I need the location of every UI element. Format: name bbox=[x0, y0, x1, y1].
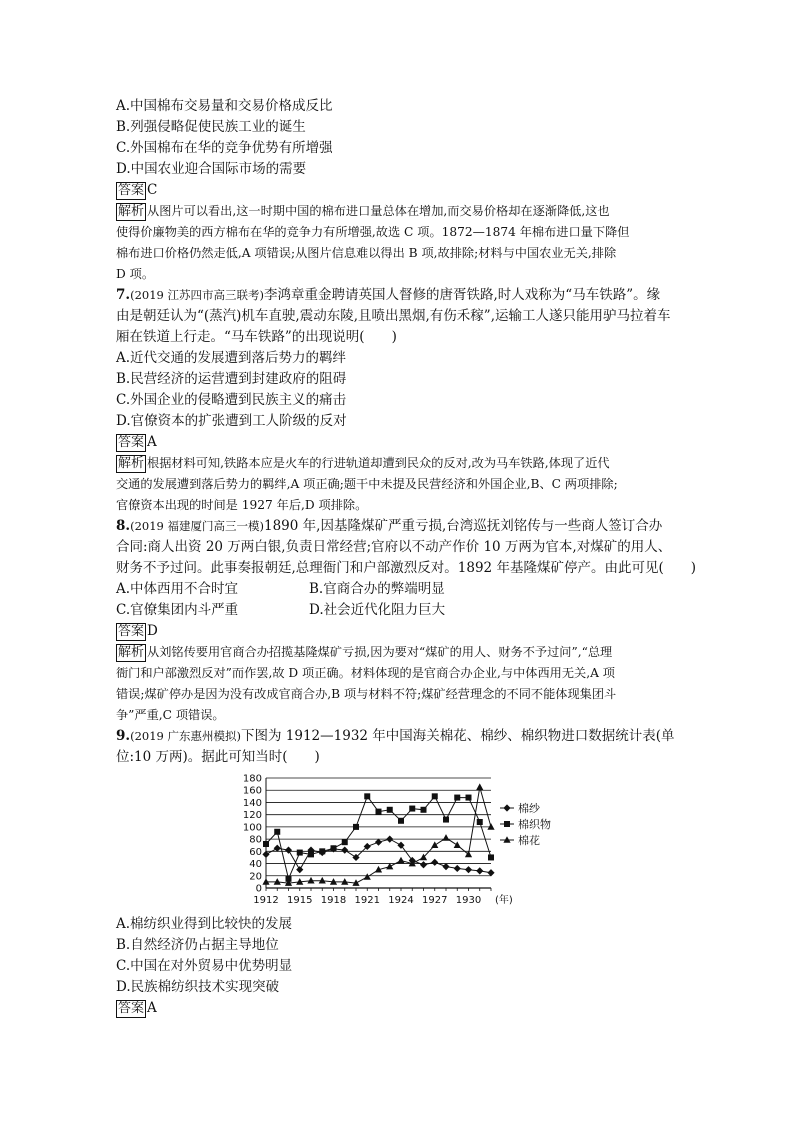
q8-number: 8. bbox=[116, 518, 131, 534]
answer-tag: 答案 bbox=[118, 624, 145, 639]
data-point-3 bbox=[442, 834, 449, 841]
q8-block bbox=[116, 516, 696, 726]
x-tick-label: 1912 bbox=[253, 895, 279, 906]
data-point-1 bbox=[454, 865, 461, 872]
q8-answer bbox=[116, 621, 686, 642]
data-point-1 bbox=[442, 863, 449, 870]
q7-stem: 7.(2019 江苏四市高三联考)李鸿章重金聘请英国人督修的唐胥铁路,时人戏称为“马车铁路”。缘 bbox=[116, 287, 661, 303]
q7-answer bbox=[116, 432, 686, 453]
y-tick-label: 60 bbox=[249, 846, 262, 858]
x-tick-label: 1915 bbox=[287, 895, 313, 906]
data-point-2 bbox=[432, 793, 438, 799]
x-tick-label: 1924 bbox=[388, 895, 414, 906]
data-point-3 bbox=[431, 841, 438, 848]
data-point-2 bbox=[364, 793, 370, 799]
y-tick-label: 120 bbox=[242, 810, 262, 822]
explain-tag: 解析 bbox=[118, 204, 145, 219]
q9-source: (2019 广东惠州模拟) bbox=[130, 729, 241, 743]
q6-answer-value: C bbox=[147, 182, 158, 198]
q7-option-d: D.官僚资本的扩张遭到工人阶级的反对 bbox=[116, 413, 347, 429]
q9-option-d: D.民族棉纺织技术实现突破 bbox=[116, 979, 280, 995]
y-tick-label: 80 bbox=[249, 834, 262, 846]
data-point-2 bbox=[409, 806, 415, 812]
x-tick-label: 1921 bbox=[354, 895, 380, 906]
q8-option-b: B.官商合办的弊端明显 bbox=[309, 581, 445, 597]
data-point-2 bbox=[466, 795, 472, 801]
q8-explain-line: 衙门和户部激烈反对”而作罢,故 D 项正确。材料体现的是官商合办企业,与中体西用无关,A 项 bbox=[116, 666, 615, 680]
data-point-2 bbox=[421, 807, 427, 813]
answer-tag: 答案 bbox=[118, 183, 145, 198]
q9-block bbox=[116, 726, 686, 1019]
q7-explain-line: 解析 根据材料可知,铁路本应是火车的行进轨道却遭到民众的反对,改为马车铁路,体现了近代 bbox=[118, 456, 610, 471]
q8-explain-line: 争”严重,C 项错误。 bbox=[116, 708, 225, 722]
data-point-3 bbox=[397, 857, 404, 864]
data-point-2 bbox=[443, 817, 449, 823]
q8-options-row bbox=[116, 579, 686, 600]
q6-option-b: B.列强侵略促使民族工业的诞生 bbox=[116, 119, 306, 135]
data-point-1 bbox=[285, 847, 292, 854]
data-point-2 bbox=[263, 841, 269, 847]
q8-source: (2019 福建厦门高三一模) bbox=[130, 519, 264, 533]
data-point-1 bbox=[274, 845, 281, 852]
q7-answer-value: A bbox=[147, 434, 157, 450]
data-point-3 bbox=[274, 878, 281, 885]
data-point-1 bbox=[296, 866, 303, 873]
data-point-3 bbox=[262, 878, 269, 885]
answer-tag: 答案 bbox=[118, 1001, 145, 1016]
q6-option-d: D.中国农业迎合国际市场的需要 bbox=[116, 161, 307, 177]
y-tick-label: 180 bbox=[242, 773, 262, 785]
q8-explain-line: 错误;煤矿停办是因为没有改成官商合办,B 项与材料不符;煤矿经营理念的不同不能体现集团斗 bbox=[116, 687, 617, 701]
legend-label-3: 棉花 bbox=[518, 834, 540, 847]
q8-stem: 8.(2019 福建厦门高三一模)1890 年,因基隆煤矿严重亏损,台湾巡抚刘铭传与一些商人签订合办 bbox=[116, 518, 663, 534]
data-point-1 bbox=[262, 851, 269, 858]
data-point-3 bbox=[341, 878, 348, 885]
y-tick-label: 140 bbox=[242, 797, 262, 809]
q9-answer-value: A bbox=[147, 1000, 157, 1016]
data-point-1 bbox=[487, 869, 494, 876]
data-point-2 bbox=[454, 795, 460, 801]
x-tick-label: 1930 bbox=[455, 895, 482, 906]
q9-stem-line: 位:10 万两)。据此可知当时( ) bbox=[116, 749, 320, 765]
answer-tag: 答案 bbox=[118, 435, 145, 450]
data-point-2 bbox=[331, 845, 337, 851]
x-tick-label: 1918 bbox=[320, 895, 347, 906]
y-tick-label: 100 bbox=[242, 822, 262, 834]
q8-option-d: D.社会近代化阻力巨大 bbox=[309, 602, 446, 618]
q9-option-a: A.棉纺织业得到比较快的发展 bbox=[116, 916, 293, 932]
q7-block bbox=[116, 285, 686, 516]
q6-answer bbox=[116, 180, 686, 201]
legend-label-2: 棉织物 bbox=[518, 818, 551, 831]
q6-block bbox=[116, 96, 686, 285]
y-tick-label: 160 bbox=[242, 785, 262, 797]
data-point-2 bbox=[376, 809, 382, 815]
q8-answer-value: D bbox=[147, 623, 158, 639]
import-line-chart bbox=[116, 772, 686, 908]
y-tick-label: 40 bbox=[249, 859, 262, 871]
data-point-3 bbox=[487, 823, 494, 830]
data-point-2 bbox=[387, 807, 393, 813]
q7-option-a: A.近代交通的发展遭到落后势力的羁绊 bbox=[116, 350, 347, 366]
data-point-2 bbox=[477, 819, 483, 825]
q7-stem-line: 厢在铁道上行走。“马车铁路”的出现说明( ) bbox=[116, 329, 397, 345]
x-tick-label: 1927 bbox=[422, 895, 448, 906]
data-point-1 bbox=[465, 866, 472, 873]
data-point-2 bbox=[319, 848, 325, 854]
q9-option-b: B.自然经济仍占据主导地位 bbox=[116, 937, 279, 953]
q6-explain-line: D 项。 bbox=[116, 267, 155, 281]
q7-option-c: C.外国企业的侵略遭到民族主义的痛击 bbox=[116, 392, 347, 408]
data-point-3 bbox=[454, 841, 461, 848]
data-point-3 bbox=[319, 877, 326, 884]
legend-marker-1 bbox=[503, 804, 510, 811]
q9-number: 9. bbox=[116, 728, 131, 744]
data-point-2 bbox=[297, 850, 303, 856]
q6-explain-line: 解析 从图片可以看出,这一时期中国的棉布进口量总体在增加,而交易价格却在逐渐降低,这也 bbox=[118, 204, 610, 219]
legend-marker-2 bbox=[504, 821, 510, 827]
q7-stem-line: 由是朝廷认为“(蒸汽)机车直驶,震动东陵,且喷出黑烟,有伤禾稼”,运输工人遂只能用驴马拉着车 bbox=[116, 308, 671, 324]
y-tick-label: 20 bbox=[249, 871, 262, 883]
q9-answer bbox=[116, 998, 686, 1019]
data-point-2 bbox=[308, 851, 314, 857]
q8-option-a: A.中体西用不合时宜 bbox=[116, 581, 239, 597]
explain-tag: 解析 bbox=[118, 456, 145, 471]
q9-option-c: C.中国在对外贸易中优势明显 bbox=[116, 958, 293, 974]
legend-label-1: 棉纱 bbox=[518, 802, 540, 815]
data-point-2 bbox=[274, 829, 280, 835]
y-tick-label: 0 bbox=[255, 883, 262, 895]
data-point-3 bbox=[307, 877, 314, 884]
data-point-1 bbox=[431, 859, 438, 866]
q8-explain-line: 解析 从刘铭传要用官商合办招揽基隆煤矿亏损,因为要对“煤矿的用人、财务不予过问”,“总理 bbox=[118, 645, 613, 660]
data-point-2 bbox=[353, 824, 359, 830]
q6-option-c: C.外国棉布在华的竞争优势有所增强 bbox=[116, 140, 333, 156]
data-point-2 bbox=[398, 818, 404, 824]
data-point-1 bbox=[397, 842, 404, 849]
data-point-1 bbox=[341, 847, 348, 854]
q7-source: (2019 江苏四市高三联考) bbox=[130, 288, 264, 302]
q6-explain-line: 棉布进口价格仍然走低,A 项错误;从图片信息难以得出 B 项,故排除;材料与中国农业无关,排除 bbox=[116, 246, 617, 260]
data-point-2 bbox=[488, 854, 494, 860]
data-point-1 bbox=[420, 861, 427, 868]
x-unit-label: (年) bbox=[495, 895, 513, 906]
q8-options-row bbox=[116, 600, 686, 621]
q8-stem-line: 财务不予过问。此事奏报朝廷,总理衙门和户部激烈反对。1892 年基隆煤矿停产。由此可见( ) bbox=[116, 560, 696, 576]
q7-explain-line: 交通的发展遭到落后势力的羁绊,A 项正确;题干中未提及民营经济和外国企业,B、C 两项排除; bbox=[116, 477, 618, 491]
import-chart bbox=[116, 772, 686, 908]
data-point-1 bbox=[386, 836, 393, 843]
q7-number: 7. bbox=[116, 287, 131, 303]
q9-stem: 9.(2019 广东惠州模拟)下图为 1912—1932 年中国海关棉花、棉纱、棉织物进口数据统计表(单 bbox=[116, 728, 675, 744]
q7-option-b: B.民营经济的运营遭到封建政府的阻碍 bbox=[116, 371, 347, 387]
exam-page bbox=[116, 96, 696, 1019]
q8-option-c: C.官僚集团内斗严重 bbox=[116, 602, 239, 618]
data-point-2 bbox=[342, 839, 348, 845]
data-point-1 bbox=[476, 867, 483, 874]
data-point-3 bbox=[364, 873, 371, 880]
data-point-1 bbox=[375, 839, 382, 846]
q6-option-a: A.中国棉布交易量和交易价格成反比 bbox=[116, 98, 333, 114]
q6-explain-line: 使得价廉物美的西方棉布在华的竞争力有所增强,故选 C 项。1872—1874 年棉布进口量下降但 bbox=[116, 225, 630, 239]
q7-explain-line: 官僚资本出现的时间是 1927 年后,D 项排除。 bbox=[116, 498, 368, 512]
explain-tag: 解析 bbox=[118, 645, 145, 660]
q8-stem-line: 合同:商人出资 20 万两白银,负责日常经营;官府以不动产作价 10 万两为官本,对煤矿的用人、 bbox=[116, 539, 672, 555]
data-point-3 bbox=[476, 783, 483, 790]
